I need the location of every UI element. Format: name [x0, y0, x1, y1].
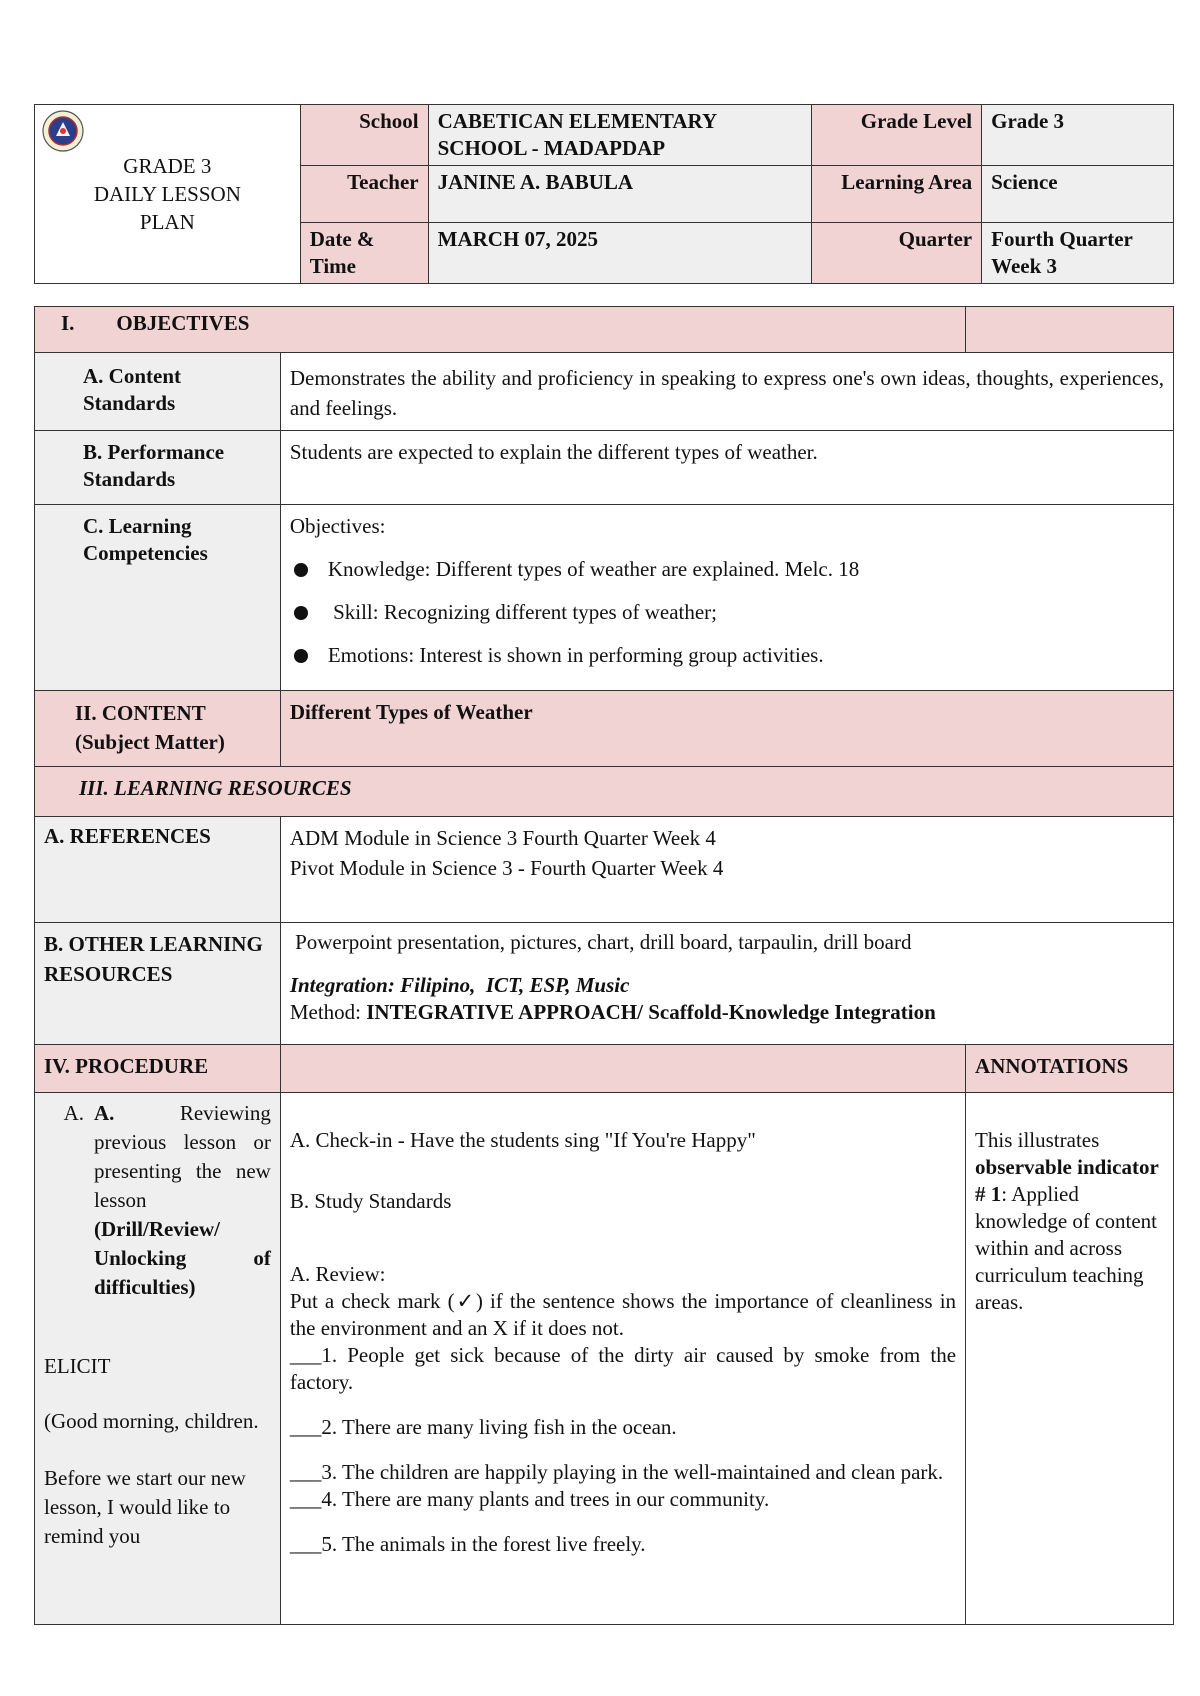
teacher-label: Teacher — [300, 166, 428, 223]
annotation-pre: This illustrates — [975, 1128, 1100, 1152]
review-item: ___1. People get sick because of the dirty air caused by smoke from the factory. — [289, 1343, 957, 1394]
teacher-value: JANINE A. BABULA — [428, 166, 812, 223]
annotation-post: : Applied knowledge of content within and across curriculum teaching areas. — [975, 1182, 1157, 1314]
plan-title-line2: DAILY LESSON — [93, 182, 241, 206]
reference-item: ADM Module in Science 3 Fourth Quarter Week 4 — [289, 826, 716, 850]
step-prefix: A. — [63, 1101, 84, 1125]
step-title — [44, 1099, 271, 1302]
review-item: ___5. The animals in the forest live freely. — [289, 1532, 646, 1556]
lesson-plan-table — [34, 306, 1174, 1625]
objectives-heading-blank — [966, 307, 1174, 353]
plan-title-cell — [35, 105, 301, 284]
other-resources-cell — [280, 923, 1173, 1045]
competency-text: Skill: Recognizing different types of weather; — [327, 600, 718, 624]
review-instruction: Put a check mark (✓) if the sentence shows the importance of cleanliness in the environment and an X if it does not. — [289, 1289, 957, 1340]
method-label: Method: — [289, 1000, 361, 1024]
annotation-indicator: observable indicator # 1 — [975, 1155, 1159, 1206]
other-resources-text: Powerpoint presentation, pictures, chart, drill board, tarpaulin, drill board — [289, 930, 912, 954]
bullet-icon — [294, 649, 308, 663]
procedure-heading-blank — [280, 1045, 965, 1093]
quarter-value: Fourth Quarter Week 3 — [982, 223, 1174, 284]
checkin-text: A. Check-in - Have the students sing "If You're Happy" — [289, 1128, 756, 1152]
quarter-label: Quarter — [812, 223, 982, 284]
competency-text: Knowledge: Different types of weather are explained. Melc. 18 — [327, 557, 860, 581]
grade-level-label: Grade Level — [812, 105, 982, 166]
integration-text: Integration: Filipino, ICT, ESP, Music — [289, 973, 630, 997]
learning-competencies-label: C. Learning Competencies — [35, 505, 281, 691]
references-cell — [280, 817, 1173, 923]
competency-item — [290, 599, 1164, 626]
competency-item — [290, 642, 1164, 669]
competencies-intro: Objectives: — [289, 514, 386, 538]
content-standards-text: Demonstrates the ability and proficiency in speaking to express one's own ideas, thoughts, experiences, and feelings. — [280, 353, 1173, 431]
annotations-heading: ANNOTATIONS — [966, 1045, 1174, 1093]
bullet-icon — [294, 563, 308, 577]
grade-level-value: Grade 3 — [982, 105, 1174, 166]
deped-seal-icon — [41, 109, 85, 153]
plan-title-line1: GRADE 3 — [123, 154, 212, 178]
competency-text: Emotions: Interest is shown in performing group activities. — [327, 643, 824, 667]
annotation-text — [975, 1127, 1164, 1316]
date-time-label: Date & Time — [300, 223, 428, 284]
date-time-value: MARCH 07, 2025 — [428, 223, 812, 284]
annotation-cell — [966, 1093, 1174, 1625]
review-item: ___3. The children are happily playing in the well-maintained and clean park. — [289, 1460, 944, 1484]
bullet-icon — [294, 606, 308, 620]
step-title-text: Reviewing previous lesson or presenting the new lesson — [94, 1101, 271, 1212]
review-item: ___4. There are many plants and trees in our community. — [289, 1487, 770, 1511]
learning-area-label: Learning Area — [812, 166, 982, 223]
method-line — [290, 999, 1164, 1026]
learning-area-value: Science — [982, 166, 1174, 223]
procedure-heading: IV. PROCEDURE — [35, 1045, 281, 1093]
procedure-activity-cell — [280, 1093, 965, 1625]
step-title-bold: A. — [94, 1101, 115, 1125]
study-standards-text: B. Study Standards — [289, 1189, 452, 1213]
performance-standards-text: Students are expected to explain the different types of weather. — [280, 431, 1173, 505]
method-value: INTEGRATIVE APPROACH/ Scaffold-Knowledge Integration — [361, 1000, 936, 1024]
content-label: II. CONTENT (Subject Matter) — [35, 691, 281, 767]
references-label: A. REFERENCES — [35, 817, 281, 923]
content-value: Different Types of Weather — [280, 691, 1173, 767]
other-resources-label: B. OTHER LEARNING RESOURCES — [35, 923, 281, 1045]
learning-resources-heading: III. LEARNING RESOURCES — [35, 767, 1174, 817]
learning-competencies-cell — [280, 505, 1173, 691]
performance-standards-label: B. Performance Standards — [35, 431, 281, 505]
competency-item — [290, 556, 1164, 583]
procedure-step-cell — [35, 1093, 281, 1625]
plan-title-line3: PLAN — [139, 210, 195, 234]
remind-text: Before we start our new lesson, I would like to remind you — [44, 1466, 246, 1548]
reference-item: Pivot Module in Science 3 - Fourth Quarter Week 4 — [289, 856, 724, 880]
greeting-text: (Good morning, children. — [44, 1409, 259, 1433]
school-value: CABETICAN ELEMENTARY SCHOOL - MADAPDAP — [428, 105, 812, 166]
review-item: ___2. There are many living fish in the ocean. — [289, 1415, 677, 1439]
review-label: A. Review: — [289, 1262, 386, 1286]
header-table — [34, 104, 1174, 284]
elicit-label: ELICIT — [44, 1354, 111, 1378]
school-label: School — [300, 105, 428, 166]
content-standards-label: A. Content Standards — [35, 353, 281, 431]
objectives-heading: I. OBJECTIVES — [35, 307, 966, 353]
step-title-paren: (Drill/Review/ Unlocking of difficulties) — [94, 1217, 271, 1299]
